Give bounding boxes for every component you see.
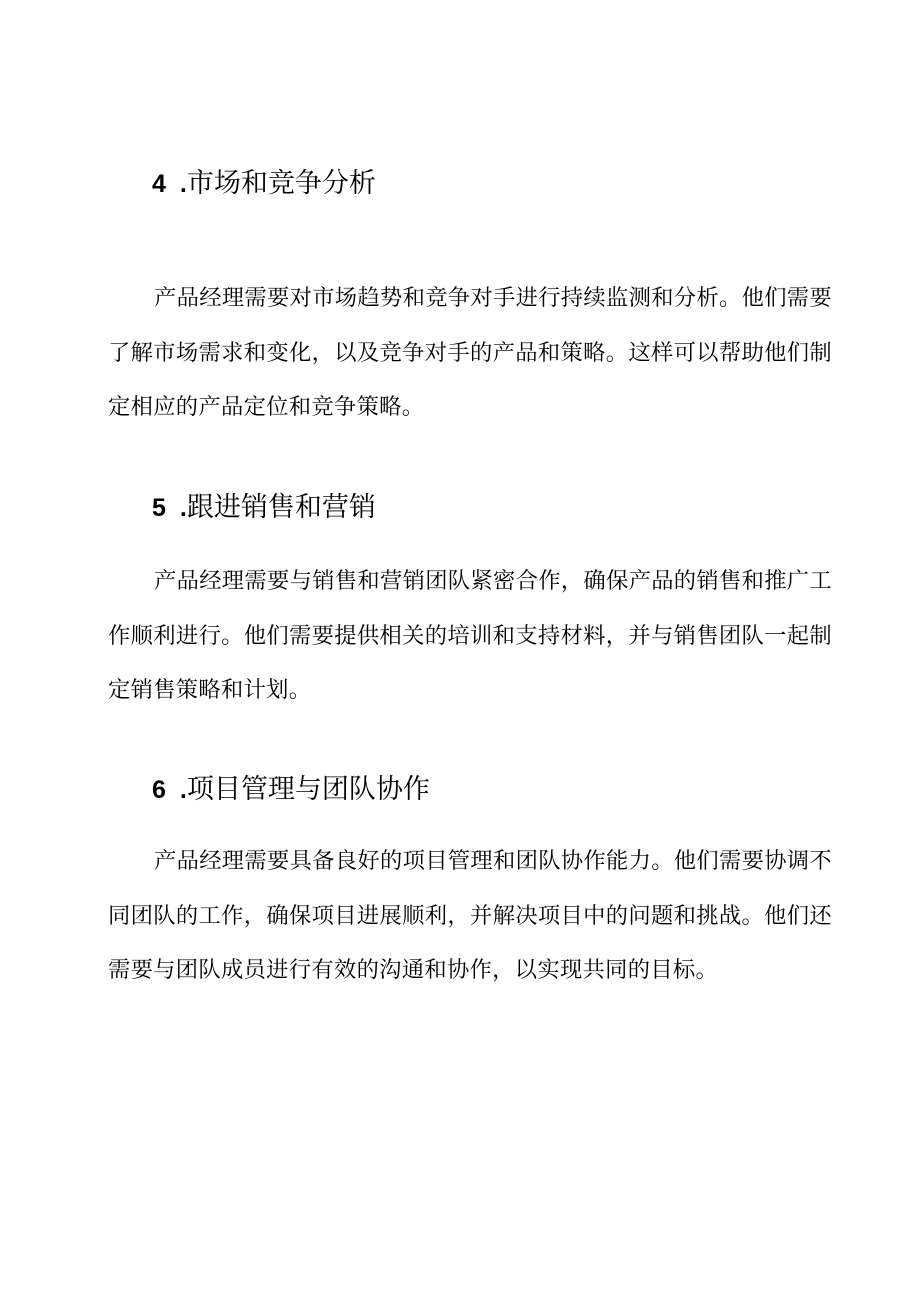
section-heading bbox=[152, 164, 376, 204]
section-number-dot: . bbox=[179, 494, 187, 522]
section-title: 市场和竞争分析 bbox=[186, 168, 376, 199]
section-title: 项目管理与团队协作 bbox=[186, 774, 430, 805]
section-heading bbox=[152, 770, 430, 810]
section-number: 5 bbox=[152, 494, 166, 522]
section-title: 跟进销售和营销 bbox=[186, 492, 376, 523]
section-paragraph: 产品经理需要与销售和营销团队紧密合作，确保产品的销售和推广工作顺利进行。他们需要提供相关的培训和支持材料，并与销售团队一起制定销售策略和计划。 bbox=[108, 568, 832, 703]
section-heading bbox=[152, 488, 376, 528]
section-number: 4 bbox=[152, 170, 166, 198]
section-number-dot: . bbox=[179, 776, 187, 804]
section-paragraph: 产品经理需要具备良好的项目管理和团队协作能力。他们需要协调不同团队的工作，确保项目进展顺利，并解决项目中的问题和挑战。他们还需要与团队成员进行有效的沟通和协作，以实现共同的目标。 bbox=[108, 848, 832, 983]
section-number-dot: . bbox=[179, 170, 187, 198]
section-number: 6 bbox=[152, 776, 166, 804]
section-paragraph: 产品经理需要对市场趋势和竞争对手进行持续监测和分析。他们需要了解市场需求和变化，以及竞争对手的产品和策略。这样可以帮助他们制定相应的产品定位和竞争策略。 bbox=[108, 285, 832, 420]
